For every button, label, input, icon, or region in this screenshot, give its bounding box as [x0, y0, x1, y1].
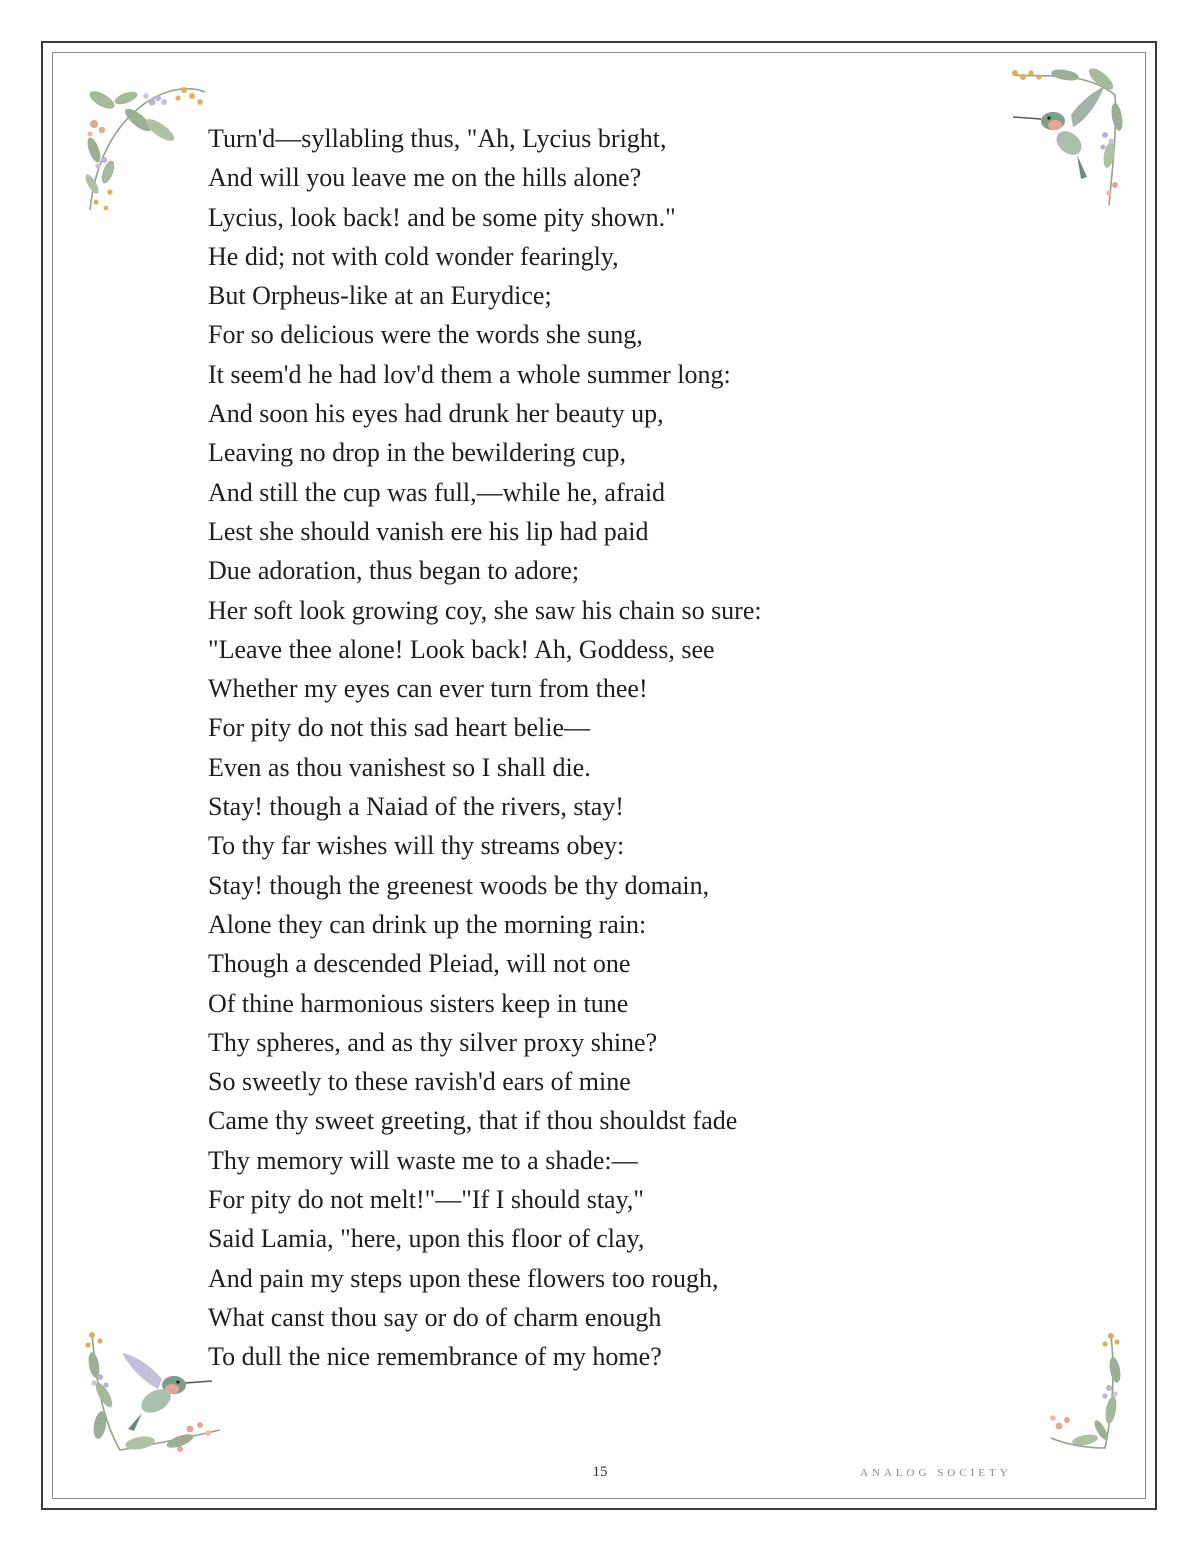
poem-line: And pain my steps upon these flowers too rough, — [208, 1263, 719, 1293]
poem-line: So sweetly to these ravish'd ears of mine — [208, 1067, 631, 1097]
hummingbird-floral-corner-bottom-left — [80, 1325, 225, 1460]
poem-line: Stay! though the greenest woods be thy domain, — [208, 870, 710, 900]
poem-line: It seem'd he had lov'd them a whole summer long: — [208, 359, 731, 389]
poem-line: Of thine harmonious sisters keep in tune — [208, 988, 629, 1018]
floral-corner-top-left — [80, 80, 210, 220]
poem-line: Said Lamia, "here, upon this floor of clay, — [208, 1224, 645, 1254]
poem-line: Lycius, look back! and be some pity shown." — [208, 202, 676, 232]
poem-line: For pity do not this sad heart belie— — [208, 713, 591, 743]
poem-line: Turn'd—syllabling thus, "Ah, Lycius bright, — [208, 124, 667, 153]
poem-line: "Leave thee alone! Look back! Ah, Goddess, see — [208, 634, 715, 664]
poem-line: Stay! though a Naiad of the rivers, stay! — [208, 792, 624, 822]
poem-line: Her soft look growing coy, she saw his chain so sure: — [208, 595, 762, 625]
poem-line: Alone they can drink up the morning rain: — [208, 909, 647, 939]
poem-line: Though a descended Pleiad, will not one — [208, 949, 631, 979]
poem-line: Came thy sweet greeting, that if thou shouldst fade — [208, 1106, 738, 1136]
poem-line: Even as thou vanishest so I shall die. — [208, 752, 591, 782]
poem-text — [208, 119, 1108, 1377]
poem-line: For pity do not melt!"—"If I should stay," — [208, 1185, 645, 1215]
poem-line: Thy spheres, and as thy silver proxy shine? — [208, 1027, 658, 1057]
poem-line: And still the cup was full,—while he, afraid — [208, 477, 666, 507]
poem-line: To dull the nice remembrance of my home? — [208, 1342, 662, 1372]
poem-line: Whether my eyes can ever turn from thee! — [208, 674, 648, 704]
poem-line: And will you leave me on the hills alone? — [208, 163, 642, 193]
poem-line: Thy memory will waste me to a shade:— — [208, 1145, 638, 1175]
poem-line: To thy far wishes will thy streams obey: — [208, 831, 625, 861]
poem-line: What canst thou say or do of charm enough — [208, 1302, 662, 1332]
poem-line: Due adoration, thus began to adore; — [208, 556, 580, 586]
page-number: 15 — [592, 1464, 608, 1480]
brand-footer: ANALOG SOCIETY — [860, 1467, 1012, 1479]
poem-line: For so delicious were the words she sung, — [208, 320, 643, 350]
poem-line: But Orpheus-like at an Eurydice; — [208, 281, 552, 311]
poem-line: And soon his eyes had drunk her beauty up, — [208, 399, 664, 429]
poem-line: Leaving no drop in the bewildering cup, — [208, 438, 627, 468]
poem-line: Lest she should vanish ere his lip had paid — [208, 516, 649, 546]
poem-line: He did; not with cold wonder fearingly, — [208, 241, 619, 271]
